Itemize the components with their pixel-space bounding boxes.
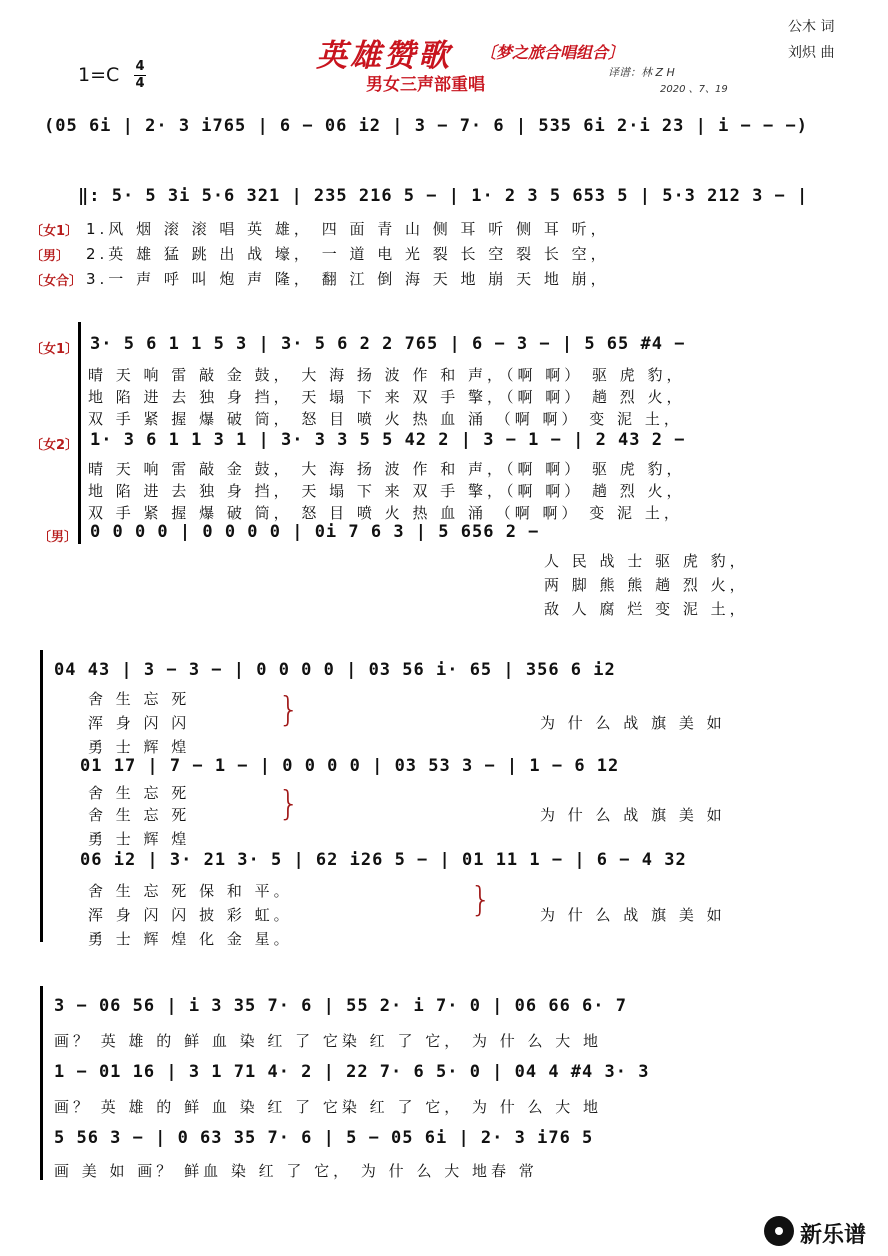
lyric-line: 敌 人 腐 烂 变 泥 土，	[544, 600, 749, 618]
voice-label: 〔女1〕	[30, 224, 79, 239]
composer-credit: 刘炽 曲	[788, 45, 835, 61]
lyric-line: 双 手 紧 握 爆 破 筒， 怒 目 喷 火 热 血 涌 （啊 啊） 变 泥 土，	[88, 504, 683, 522]
lyric-line: 浑 身 闪 闪 披 彩 虹。	[88, 906, 293, 924]
voice-notation: 04 43 | 3 − 3 − | 0 0 0 0 | 03 56 i· 65 | 356 6 i2	[54, 660, 616, 680]
lyric-line: 为 什 么 战 旗 美 如	[540, 806, 726, 824]
voice-notation: 06 i2 | 3· 21 3· 5 | 62 i26 5 − | 01 11 1 − | 6 − 4 32	[80, 850, 687, 870]
system-bracket	[78, 322, 86, 544]
voice-label: 〔男〕	[38, 530, 78, 545]
arrangement-label: 男女三声部重唱	[366, 75, 485, 95]
lyric-line: 3.一 声 呼 叫 炮 声 隆， 翻 江 倒 海 天 地 崩 天 地 崩，	[86, 270, 610, 288]
voice-notation: 3· 5 6 1 1 5 3 | 3· 5 6 2 2 765 | 6 − 3 − | 5 65 #4 −	[90, 334, 686, 354]
lyric-line: 舍 生 忘 死	[88, 784, 191, 802]
voice-notation: 1 − 01 16 | 3 1 71 4· 2 | 22 7· 6 5· 0 | 04 4 #4 3· 3	[54, 1062, 650, 1082]
lyric-line: 为 什 么 战 旗 美 如	[540, 714, 726, 732]
transcriber-credit: 译谱：林 Z H	[608, 66, 675, 79]
lyric-line: 舍 生 忘 死	[88, 806, 191, 824]
meter-bottom: 4	[135, 76, 145, 91]
voice-label: 〔男〕	[30, 249, 70, 264]
voice-label: 〔女合〕	[30, 274, 83, 289]
lyric-line: 地 陷 进 去 独 身 挡， 天 塌 下 来 双 手 擎，（啊 啊） 趟 烈 火，	[88, 388, 686, 406]
lyric-line: 画 美 如 画？ 鲜血 染 红 了 它， 为 什 么 大 地春 常	[54, 1162, 538, 1180]
lyric-line: 为 什 么 战 旗 美 如	[540, 906, 726, 924]
lyricist-credit: 公木 词	[788, 19, 835, 35]
voice-notation: 01 17 | 7 − 1 − | 0 0 0 0 | 03 53 3 − | 1 − 6 12	[80, 756, 620, 776]
voice-notation: 1· 3 6 1 1 3 1 | 3· 3 3 5 5 42 2 | 3 − 1 − | 2 43 2 −	[90, 430, 686, 450]
voice-notation: 5 56 3 − | 0 63 35 7· 6 | 5 − 05 6i | 2· 3 i76 5	[54, 1128, 594, 1148]
meter-top: 4	[135, 59, 145, 74]
lyric-line: 舍 生 忘 死	[88, 690, 191, 708]
lyric-line: 画？ 英 雄 的 鲜 血 染 红 了 它染 红 了 它， 为 什 么 大 地	[54, 1098, 603, 1116]
right-brace: }	[470, 880, 492, 920]
vinyl-disc-icon	[764, 1216, 794, 1246]
lyric-line: 晴 天 响 雷 敲 金 鼓， 大 海 扬 波 作 和 声，（啊 啊） 驱 虎 豹，	[88, 460, 686, 478]
lyric-line: 勇 士 辉 煌 化 金 星。	[88, 930, 293, 948]
transcription-date: 2020 、7、19	[660, 84, 728, 95]
logo-text: 新乐谱	[800, 1223, 867, 1248]
right-brace: }	[278, 784, 300, 824]
right-brace: }	[278, 690, 300, 730]
voice-label: 〔女1〕	[30, 342, 79, 357]
system-bracket	[40, 650, 48, 942]
lyric-line: 画？ 英 雄 的 鲜 血 染 红 了 它染 红 了 它， 为 什 么 大 地	[54, 1032, 603, 1050]
lyric-line: 浑 身 闪 闪	[88, 714, 191, 732]
song-title: 英雄赞歌	[316, 38, 452, 74]
time-signature	[134, 60, 146, 91]
performer-subtitle: 〔梦之旅合唱组合〕	[480, 43, 625, 62]
lyric-line: 舍 生 忘 死 保 和 平。	[88, 882, 293, 900]
voice-notation: 3 − 06 56 | i 3 35 7· 6 | 55 2· i 7· 0 | 06 66 6· 7	[54, 996, 627, 1016]
voice-label: 〔女2〕	[30, 438, 79, 453]
lyric-line: 人 民 战 士 驱 虎 豹，	[544, 552, 749, 570]
lyric-line: 勇 士 辉 煌	[88, 830, 191, 848]
verse-notation: ‖: 5· 5 3i 5·6 321 | 235 216 5 − | 1· 2 3 5 653 5 | 5·3 212 3 − |	[78, 186, 809, 206]
lyric-line: 地 陷 进 去 独 身 挡， 天 塌 下 来 双 手 擎，（啊 啊） 趟 烈 火，	[88, 482, 686, 500]
intro-notation: (05 6i | 2· 3 i765 | 6 − 06 i2 | 3 − 7· 6 | 535 6i 2·i 23 | i − − −)	[44, 116, 808, 136]
voice-notation: 0 0 0 0 | 0 0 0 0 | 0i 7 6 3 | 5 656 2 −	[90, 522, 540, 542]
key-signature: 1=C	[78, 64, 120, 86]
lyric-line: 晴 天 响 雷 敲 金 鼓， 大 海 扬 波 作 和 声，（啊 啊） 驱 虎 豹，	[88, 366, 686, 384]
lyric-line: 勇 士 辉 煌	[88, 738, 191, 756]
lyric-line: 两 脚 熊 熊 趟 烈 火，	[544, 576, 749, 594]
lyric-line: 2.英 雄 猛 跳 出 战 壕， 一 道 电 光 裂 长 空 裂 长 空，	[86, 245, 610, 263]
lyric-line: 双 手 紧 握 爆 破 筒， 怒 目 喷 火 热 血 涌 （啊 啊） 变 泥 土，	[88, 410, 683, 428]
system-bracket	[40, 986, 48, 1180]
lyric-line: 1.风 烟 滚 滚 唱 英 雄， 四 面 青 山 侧 耳 听 侧 耳 听，	[86, 220, 610, 238]
